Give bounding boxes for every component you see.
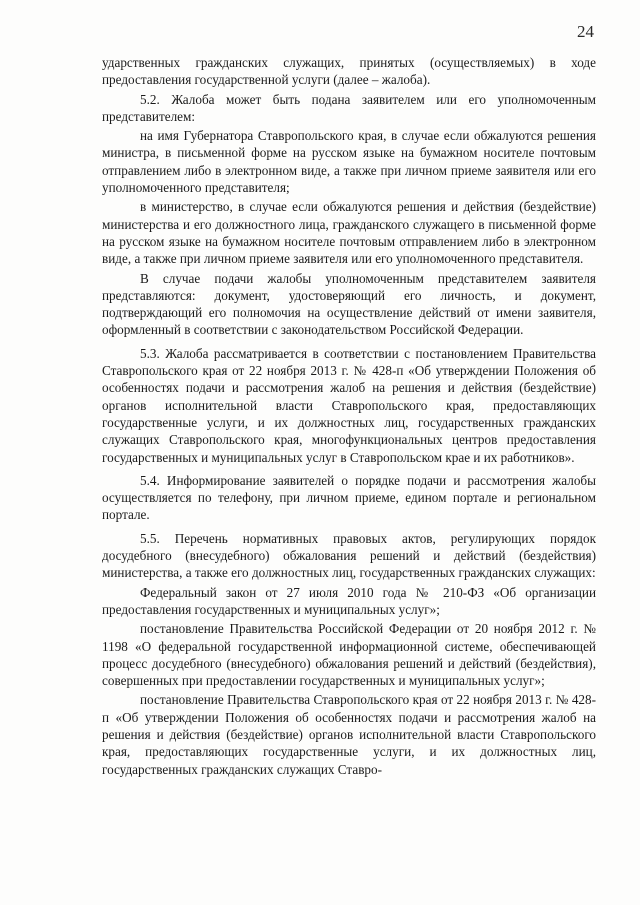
- paragraph-5-2: 5.2. Жалоба может быть подана заявителем или его уполномоченным представителем:: [102, 91, 596, 124]
- paragraph-5-3: 5.3. Жалоба рассматривается в соответствии с постановлением Правительства Ставропольского края от 22 ноября 2013 г. № 428-п «Об утверждении Положения об особенностях подачи и рассмотрения жалоб на решения и действия (бездействие) органов исполнительной власти Ставропольского края, предоставляющих государственные услуги, и их должностных лиц, государственных гражданских служащих Ставропольского края, многофункциональных центров предоставления государственных и муниципальных услуг в Ставропольском крае и их работников».: [102, 345, 596, 465]
- page-number: 24: [577, 22, 594, 41]
- paragraph-ministry: в министерство, в случае если обжалуются решения и действия (бездействие) министерства и его должностного лица, гражданского служащего в письменной форме на русском языке на бумажном носителе почтовым отправлением либо в электронном виде, а также при личном приеме заявителя или его уполномоченного представителя.: [102, 199, 596, 267]
- paragraph-sk-resolution: постановление Правительства Ставропольского края от 22 ноября 2013 г. № 428-п «Об утверждении Положения об особенностях подачи и рассмотрения жалоб на решения и действия (бездействие) органов исполнительной власти Ставропольского края, предоставляющих государственные услуги, и их должностных лиц, государственных гражданских служащих Ставро-: [102, 692, 596, 777]
- paragraph-representative: В случае подачи жалобы уполномоченным представителем заявителя представляются: документ, удостоверяющий его личность, и документ, подтверждающий его полномочия на осуществление действий от имени заявителя, оформленный в соответствии с законодательством Российской Федерации.: [102, 270, 596, 338]
- paragraph-continuation: ударственных гражданских служащих, принятых (осуществляемых) в ходе предоставления государственной услуги (далее – жалоба).: [102, 55, 596, 88]
- paragraph-federal-law: Федеральный закон от 27 июля 2010 года № 210-ФЗ «Об организации предоставления государственных и муниципальных услуг»;: [102, 584, 596, 617]
- paragraph-rf-resolution: постановление Правительства Российской Федерации от 20 ноября 2012 г. № 1198 «О федеральной государственной информационной системе, обеспечивающей процесс досудебного (внесудебного) обжалования решений и действий (бездействия), совершенных при предоставлении государственных и муниципальных услуг»;: [102, 621, 596, 689]
- paragraph-5-5: 5.5. Перечень нормативных правовых актов, регулирующих порядок досудебного (внесудебного) обжалования решений и действий (бездействия) министерства, а также его должностных лиц, государственных гражданских служащих:: [102, 530, 596, 581]
- paragraph-governor: на имя Губернатора Ставропольского края, в случае если обжалуются решения министра, в письменной форме на русском языке на бумажном носителе почтовым отправлением либо в электронном виде, а также при личном приеме заявителя или его уполномоченного представителя;: [102, 128, 596, 196]
- document-body: [102, 54, 596, 780]
- paragraph-5-4: 5.4. Информирование заявителей о порядке подачи и рассмотрения жалобы осуществляется по телефону, при личном приеме, едином портале и региональном портале.: [102, 472, 596, 523]
